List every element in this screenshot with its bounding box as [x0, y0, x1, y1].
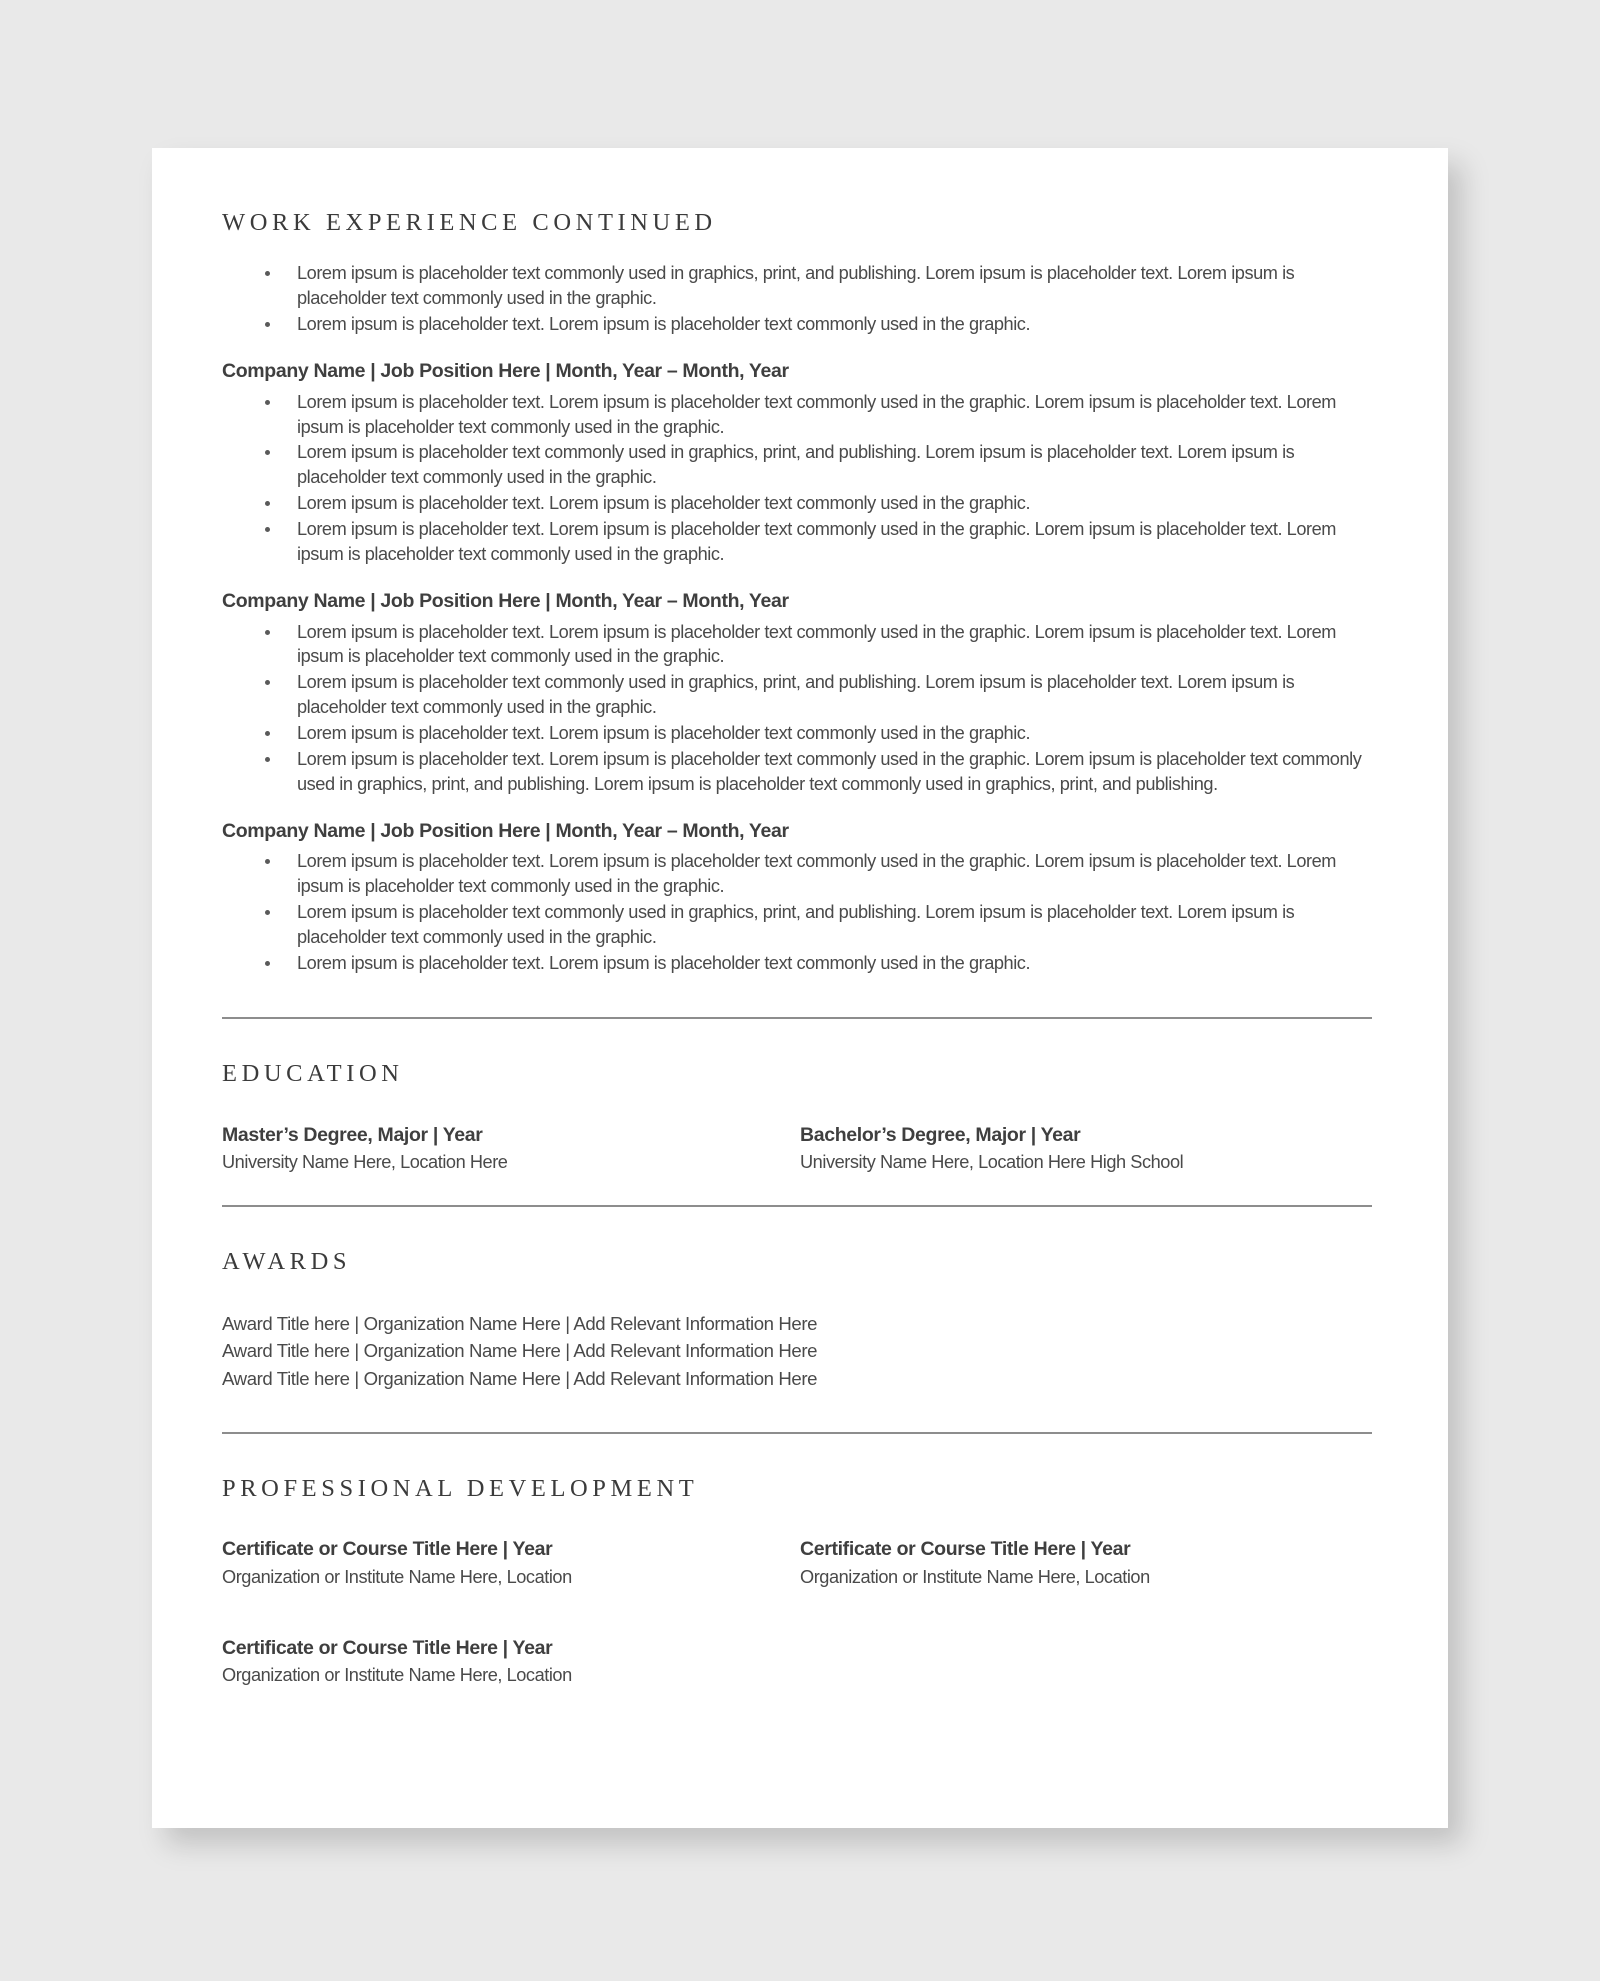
certificate-organization: Organization or Institute Name Here, Location [222, 1566, 572, 1587]
certificate-entry [797, 1537, 1372, 1589]
certificate-organization: Organization or Institute Name Here, Location [222, 1664, 572, 1685]
job-heading: Company Name | Job Position Here | Month, Year – Month, Year [222, 820, 789, 843]
professional-development-columns-row-1 [222, 1537, 1372, 1589]
work-job-block [222, 589, 1372, 797]
spacer [222, 977, 1372, 1017]
certificate-organization: Organization or Institute Name Here, Location [800, 1566, 1150, 1587]
list-item: Lorem ipsum is placeholder text commonly used in graphics, print, and publishing. Lorem ipsum is placeholder text. Lorem ipsum is placeholder text commonly used in the graphic. [222, 261, 1372, 311]
work-intro-bullet-list [222, 261, 1372, 337]
award-item: Award Title here | Organization Name Here | Add Relevant Information Here [222, 1367, 818, 1389]
list-item: Lorem ipsum is placeholder text. Lorem ipsum is placeholder text commonly used in the graphic. Lorem ipsum is placeholder text commonly used in graphics, print, and publishing. Lorem ipsum is placeholder text commonly used in graphics, print, and publishing. [222, 747, 1372, 797]
list-item: Lorem ipsum is placeholder text commonly used in graphics, print, and publishing. Lorem ipsum is placeholder text. Lorem ipsum is placeholder text commonly used in the graphic. [222, 670, 1372, 720]
list-item: Lorem ipsum is placeholder text. Lorem ipsum is placeholder text commonly used in the graphic. [222, 312, 1372, 337]
certificate-entry-empty [797, 1636, 1372, 1688]
spacer [222, 1089, 1372, 1123]
awards-list [222, 1310, 1372, 1392]
list-item: Lorem ipsum is placeholder text. Lorem ipsum is placeholder text commonly used in the graphic. [222, 951, 1372, 976]
certificate-entry [222, 1636, 797, 1688]
section-heading-education: EDUCATION [222, 1060, 404, 1088]
spacer [222, 1175, 1372, 1205]
resume-content [222, 208, 1372, 1688]
professional-development-columns-row-2 [222, 1636, 1372, 1688]
list-item: Lorem ipsum is placeholder text commonly used in graphics, print, and publishing. Lorem ipsum is placeholder text. Lorem ipsum is placeholder text commonly used in the graphic. [222, 440, 1372, 490]
section-awards [222, 1247, 1372, 1392]
list-item: Lorem ipsum is placeholder text. Lorem ipsum is placeholder text commonly used in the graphic. [222, 721, 1372, 746]
education-entry [222, 1123, 797, 1175]
certificate-entry [222, 1537, 797, 1589]
section-heading-work-experience: WORK EXPERIENCE CONTINUED [222, 209, 717, 236]
section-professional-development [222, 1474, 1372, 1688]
job-heading: Company Name | Job Position Here | Month, Year – Month, Year [222, 360, 789, 383]
education-school-name: University Name Here, Location Here High School [800, 1151, 1184, 1172]
list-item: Lorem ipsum is placeholder text. Lorem ipsum is placeholder text commonly used in the graphic. Lorem ipsum is placeholder text. Lorem ipsum is placeholder text commonly used in the graphic. [222, 517, 1372, 567]
job-bullet-list [222, 620, 1372, 798]
spacer [222, 1503, 1372, 1537]
job-bullet-list [222, 849, 1372, 976]
education-school-name: University Name Here, Location Here [222, 1151, 508, 1172]
list-item: Lorem ipsum is placeholder text. Lorem ipsum is placeholder text commonly used in the graphic. Lorem ipsum is placeholder text. Lorem ipsum is placeholder text commonly used in the graphic. [222, 390, 1372, 440]
certificate-title: Certificate or Course Title Here | Year [222, 1636, 553, 1659]
section-heading-professional-development: PROFESSIONAL DEVELOPMENT [222, 1475, 699, 1503]
education-entry [797, 1123, 1372, 1175]
resume-page [152, 148, 1448, 1828]
job-heading: Company Name | Job Position Here | Month, Year – Month, Year [222, 590, 789, 613]
list-item: Lorem ipsum is placeholder text. Lorem ipsum is placeholder text commonly used in the graphic. Lorem ipsum is placeholder text. Lorem ipsum is placeholder text commonly used in the graphic. [222, 849, 1372, 899]
award-item: Award Title here | Organization Name Here | Add Relevant Information Here [222, 1340, 818, 1362]
section-work-experience [222, 208, 1372, 976]
work-job-block [222, 359, 1372, 567]
spacer [222, 1019, 1372, 1059]
education-degree-title: Master’s Degree, Major | Year [222, 1123, 483, 1146]
spacer [222, 1392, 1372, 1432]
list-item: Lorem ipsum is placeholder text. Lorem ipsum is placeholder text commonly used in the graphic. Lorem ipsum is placeholder text. Lorem ipsum is placeholder text commonly used in the graphic. [222, 620, 1372, 670]
spacer [222, 1276, 1372, 1310]
spacer [222, 237, 1372, 261]
list-item: Lorem ipsum is placeholder text. Lorem ipsum is placeholder text commonly used in the graphic. [222, 491, 1372, 516]
certificate-title: Certificate or Course Title Here | Year [222, 1538, 553, 1561]
certificate-title: Certificate or Course Title Here | Year [800, 1538, 1131, 1561]
work-job-block [222, 819, 1372, 976]
section-heading-awards: AWARDS [222, 1247, 352, 1275]
spacer [222, 1434, 1372, 1474]
spacer [222, 1207, 1372, 1247]
education-columns [222, 1123, 1372, 1175]
section-education [222, 1059, 1372, 1175]
list-item: Lorem ipsum is placeholder text commonly used in graphics, print, and publishing. Lorem ipsum is placeholder text. Lorem ipsum is placeholder text commonly used in the graphic. [222, 900, 1372, 950]
education-degree-title: Bachelor’s Degree, Major | Year [800, 1123, 1081, 1146]
job-bullet-list [222, 390, 1372, 568]
spacer [222, 1590, 1372, 1636]
award-item: Award Title here | Organization Name Here | Add Relevant Information Here [222, 1313, 818, 1335]
